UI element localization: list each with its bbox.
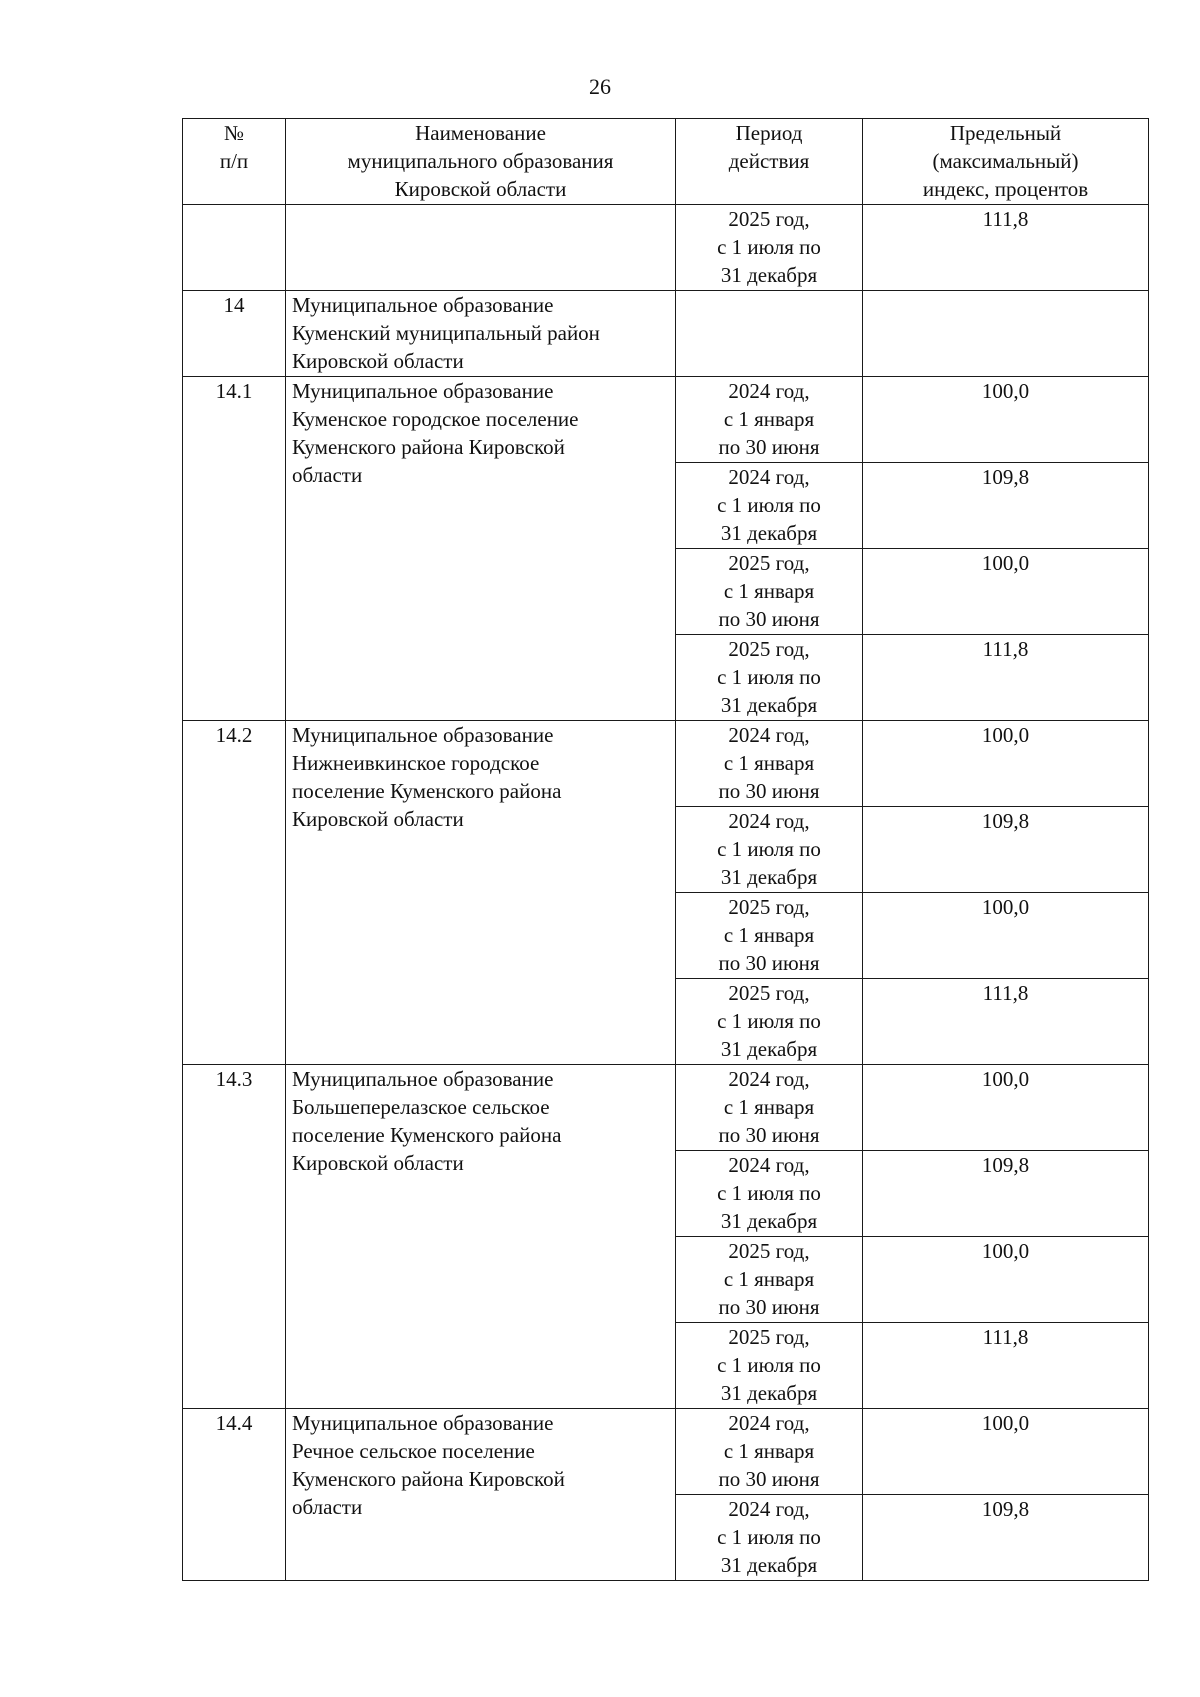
- period-line: 31 декабря: [720, 1381, 818, 1405]
- period-line: по 30 июня: [718, 1295, 820, 1319]
- row-number: [183, 205, 286, 291]
- period-line: 2025 год,: [728, 637, 810, 661]
- row-period: [676, 377, 863, 463]
- row-period: [676, 979, 863, 1065]
- period-line: 31 декабря: [720, 1209, 818, 1233]
- period-line: 2025 год,: [728, 1325, 810, 1349]
- row-index: 109,8: [863, 1151, 1149, 1237]
- period-line: 2025 год,: [728, 895, 810, 919]
- period-line: по 30 июня: [718, 1467, 820, 1491]
- period-line: с 1 января: [723, 1439, 815, 1463]
- period-line: с 1 июля по: [717, 665, 821, 689]
- period-line: 2024 год,: [728, 1067, 810, 1091]
- row-index: [863, 291, 1149, 377]
- period-line: с 1 июля по: [717, 837, 821, 861]
- header-period-line: действия: [728, 149, 810, 173]
- table-row: [183, 1065, 1149, 1151]
- period-line: 2024 год,: [728, 1153, 810, 1177]
- name-line: поселение Куменского района: [292, 1123, 562, 1147]
- period-line: с 1 января: [723, 751, 815, 775]
- period-line: 2025 год,: [728, 551, 810, 575]
- period-line: 31 декабря: [720, 521, 818, 545]
- row-period: [676, 1409, 863, 1495]
- period-line: 31 декабря: [720, 865, 818, 889]
- row-name: [286, 721, 676, 1065]
- row-period: [676, 1495, 863, 1581]
- period-line: с 1 июля по: [717, 1181, 821, 1205]
- period-line: с 1 января: [723, 579, 815, 603]
- period-line: 31 декабря: [720, 693, 818, 717]
- period-line: с 1 июля по: [717, 1009, 821, 1033]
- row-index: 111,8: [863, 979, 1149, 1065]
- period-line: по 30 июня: [718, 779, 820, 803]
- header-period-line: Период: [735, 121, 803, 145]
- name-line: Речное сельское поселение: [292, 1439, 535, 1463]
- row-index: 109,8: [863, 1495, 1149, 1581]
- header-index-line: (максимальный): [932, 149, 1079, 173]
- name-line: Куменский муниципальный район: [292, 321, 600, 345]
- row-period: [676, 893, 863, 979]
- row-index: 109,8: [863, 463, 1149, 549]
- row-index: 100,0: [863, 549, 1149, 635]
- row-period: [676, 1323, 863, 1409]
- period-line: 2024 год,: [728, 379, 810, 403]
- period-line: 2025 год,: [728, 207, 810, 231]
- row-period: [676, 291, 863, 377]
- header-num: [183, 119, 286, 205]
- name-line: Муниципальное образование: [292, 293, 554, 317]
- header-period: [676, 119, 863, 205]
- row-index: 100,0: [863, 1065, 1149, 1151]
- row-name: [286, 377, 676, 721]
- row-number: 14.2: [183, 721, 286, 1065]
- row-index: 100,0: [863, 721, 1149, 807]
- table-row: [183, 205, 1149, 291]
- period-line: с 1 января: [723, 923, 815, 947]
- row-number: 14: [183, 291, 286, 377]
- row-index: 109,8: [863, 807, 1149, 893]
- header-index: [863, 119, 1149, 205]
- period-line: 2024 год,: [728, 723, 810, 747]
- name-line: Куменского района Кировской: [292, 435, 565, 459]
- name-line: области: [292, 463, 363, 487]
- row-period: [676, 635, 863, 721]
- name-line: области: [292, 1495, 363, 1519]
- row-name: [286, 1065, 676, 1409]
- name-line: Нижнеивкинское городское: [292, 751, 540, 775]
- period-line: с 1 июля по: [717, 235, 821, 259]
- period-line: по 30 июня: [718, 435, 820, 459]
- row-number: 14.3: [183, 1065, 286, 1409]
- period-line: с 1 июля по: [717, 1525, 821, 1549]
- row-index: 111,8: [863, 205, 1149, 291]
- row-name: [286, 1409, 676, 1581]
- period-line: 31 декабря: [720, 1037, 818, 1061]
- period-line: 2024 год,: [728, 1411, 810, 1435]
- name-line: поселение Куменского района: [292, 779, 562, 803]
- row-number: 14.1: [183, 377, 286, 721]
- row-index: 100,0: [863, 1409, 1149, 1495]
- period-line: 2024 год,: [728, 1497, 810, 1521]
- row-name: [286, 205, 676, 291]
- row-period: [676, 549, 863, 635]
- row-index: 100,0: [863, 893, 1149, 979]
- period-line: с 1 января: [723, 1267, 815, 1291]
- name-line: Куменское городское поселение: [292, 407, 579, 431]
- period-line: по 30 июня: [718, 607, 820, 631]
- table-row: [183, 377, 1149, 463]
- period-line: 31 декабря: [720, 263, 818, 287]
- period-line: с 1 января: [723, 407, 815, 431]
- row-name: [286, 291, 676, 377]
- row-period: [676, 1151, 863, 1237]
- period-line: 31 декабря: [720, 1553, 818, 1577]
- row-period: [676, 1237, 863, 1323]
- tariff-index-table: [182, 118, 1149, 1581]
- period-line: 2025 год,: [728, 981, 810, 1005]
- period-line: с 1 июля по: [717, 493, 821, 517]
- header-num-line: №: [223, 121, 245, 145]
- header-name-line: муниципального образования: [347, 149, 614, 173]
- period-line: по 30 июня: [718, 1123, 820, 1147]
- row-index: 111,8: [863, 1323, 1149, 1409]
- name-line: Муниципальное образование: [292, 723, 554, 747]
- period-line: с 1 января: [723, 1095, 815, 1119]
- header-index-line: Предельный: [949, 121, 1062, 145]
- period-line: по 30 июня: [718, 951, 820, 975]
- name-line: Муниципальное образование: [292, 1067, 554, 1091]
- table-row: [183, 291, 1149, 377]
- row-period: [676, 721, 863, 807]
- row-period: [676, 205, 863, 291]
- row-index: 111,8: [863, 635, 1149, 721]
- name-line: Куменского района Кировской: [292, 1467, 565, 1491]
- row-index: 100,0: [863, 377, 1149, 463]
- table-header-row: [183, 119, 1149, 205]
- name-line: Кировской области: [292, 1151, 464, 1175]
- page-number: 26: [589, 74, 611, 99]
- row-period: [676, 807, 863, 893]
- period-line: с 1 июля по: [717, 1353, 821, 1377]
- name-line: Кировской области: [292, 349, 464, 373]
- name-line: Большеперелазское сельское: [292, 1095, 550, 1119]
- header-name-line: Кировской области: [394, 177, 567, 201]
- header-name-line: Наименование: [415, 121, 546, 145]
- row-period: [676, 463, 863, 549]
- row-index: 100,0: [863, 1237, 1149, 1323]
- table-row: [183, 1409, 1149, 1495]
- header-num-line: п/п: [219, 149, 249, 173]
- table-row: [183, 721, 1149, 807]
- row-period: [676, 1065, 863, 1151]
- header-index-line: индекс, процентов: [922, 177, 1089, 201]
- period-line: 2025 год,: [728, 1239, 810, 1263]
- name-line: Кировской области: [292, 807, 464, 831]
- period-line: 2024 год,: [728, 465, 810, 489]
- name-line: Муниципальное образование: [292, 379, 554, 403]
- row-number: 14.4: [183, 1409, 286, 1581]
- name-line: Муниципальное образование: [292, 1411, 554, 1435]
- header-name: [286, 119, 676, 205]
- period-line: 2024 год,: [728, 809, 810, 833]
